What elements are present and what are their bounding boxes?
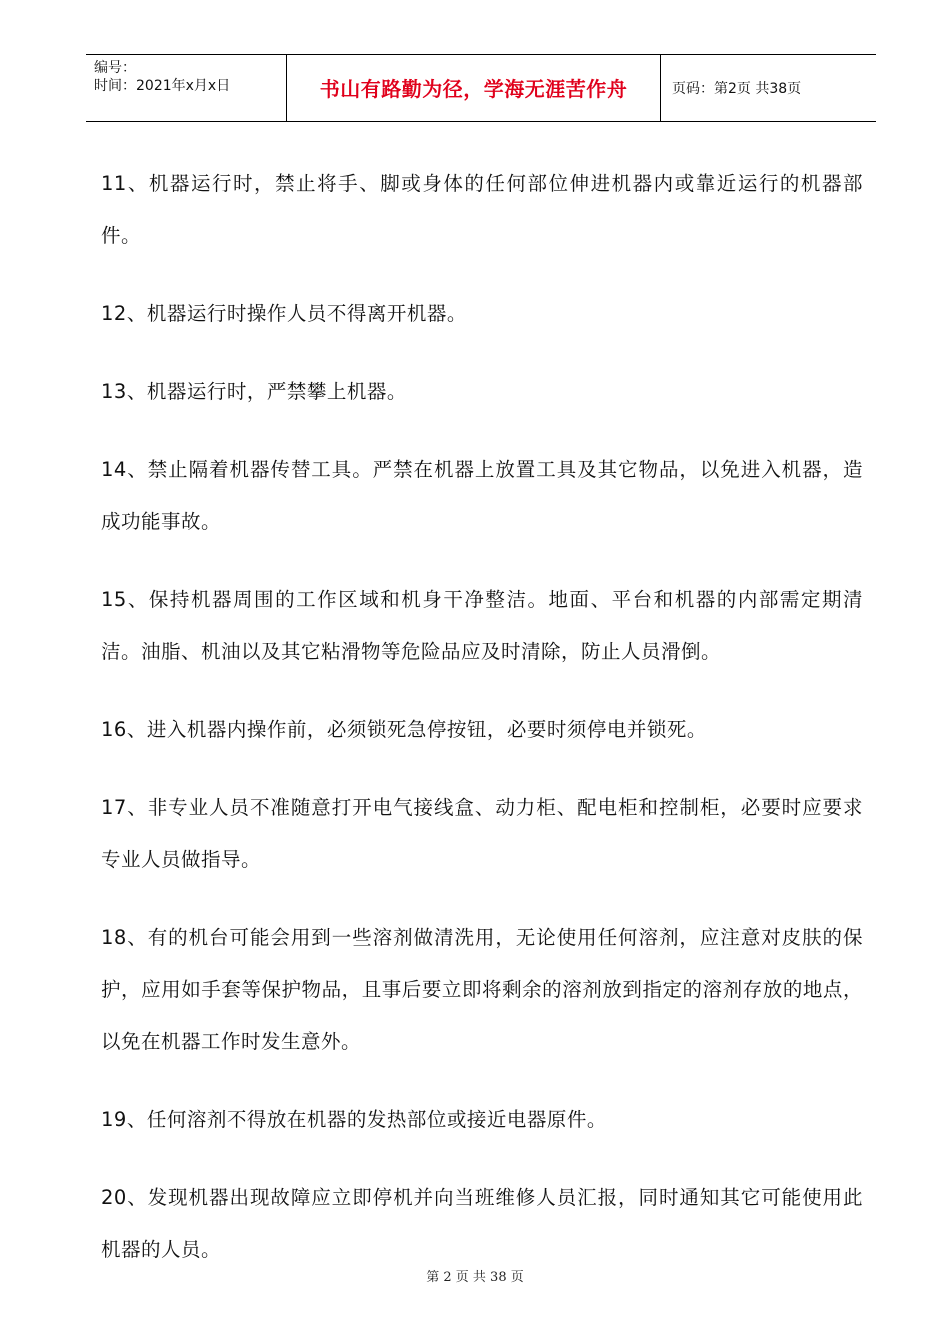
paragraph-11: 11、机器运行时，禁止将手、脚或身体的任何部位伸进机器内或靠近运行的机器部件。 <box>101 172 863 247</box>
header-page-info: 页码：第2页 共38页 <box>672 81 802 97</box>
paragraph-15: 15、保持机器周围的工作区域和机身干净整洁。地面、平台和机器的内部需定期清洁。油脂、机油以及其它粘滑物等危险品应及时清除，防止人员滑倒。 <box>101 588 863 663</box>
paragraph-18: 18、有的机台可能会用到一些溶剂做清洗用，无论使用任何溶剂，应注意对皮肤的保护，应用如手套等保护物品，且事后要立即将剩余的溶剂放到指定的溶剂存放的地点，以免在机器工作时发生意外。 <box>101 926 863 1053</box>
document-time: 时间：2021年x月x日 <box>94 78 231 94</box>
document-body <box>101 158 863 1302</box>
page-footer: 第 2 页 共 38 页 <box>426 1270 524 1285</box>
paragraph-19: 19、任何溶剂不得放在机器的发热部位或接近电器原件。 <box>101 1108 607 1131</box>
paragraph-12: 12、机器运行时操作人员不得离开机器。 <box>101 302 467 325</box>
page-header <box>86 54 876 122</box>
paragraph-14: 14、禁止隔着机器传替工具。严禁在机器上放置工具及其它物品，以免进入机器，造成功能事故。 <box>101 458 863 533</box>
paragraph-16: 16、进入机器内操作前，必须锁死急停按钮，必要时须停电并锁死。 <box>101 718 707 741</box>
paragraph-20: 20、发现机器出现故障应立即停机并向当班维修人员汇报，同时通知其它可能使用此机器的人员。 <box>101 1186 863 1261</box>
header-motto: 书山有路勤为径，学海无涯苦作舟 <box>319 77 628 101</box>
header-divider-right <box>660 55 661 121</box>
paragraph-13: 13、机器运行时，严禁攀上机器。 <box>101 380 407 403</box>
paragraph-17: 17、非专业人员不准随意打开电气接线盒、动力柜、配电柜和控制柜，必要时应要求专业人员做指导。 <box>101 796 863 871</box>
header-meta <box>94 59 230 95</box>
document-code-label: 编号： <box>94 60 136 76</box>
